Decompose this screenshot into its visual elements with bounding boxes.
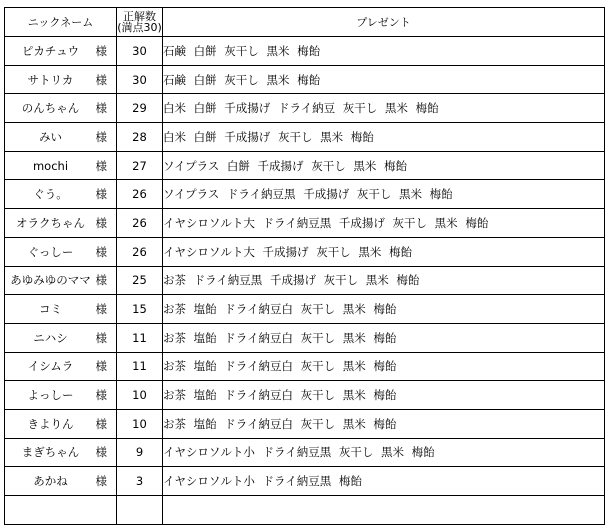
present-cell: イヤシロソルト小 ドライ納豆黒 梅飴 bbox=[163, 467, 605, 496]
table-row bbox=[5, 151, 605, 180]
score-cell: 30 bbox=[117, 65, 163, 94]
nickname-cell bbox=[5, 352, 117, 381]
honorific-text: 様 bbox=[95, 72, 107, 87]
nickname-text: サトリカ bbox=[27, 72, 74, 87]
score-header-line1: 正解数 bbox=[123, 10, 156, 23]
present-cell: お茶 塩飴 ドライ納豆白 灰干し 黒米 梅飴 bbox=[163, 381, 605, 410]
nickname-text: まぎちゃん bbox=[21, 445, 80, 460]
present-cell: 白米 白餅 千成揚げ ドライ納豆 灰干し 黒米 梅飴 bbox=[163, 94, 605, 123]
table-row bbox=[5, 266, 605, 295]
empty-cell bbox=[117, 496, 163, 525]
nickname-cell bbox=[5, 237, 117, 266]
table-row bbox=[5, 467, 605, 496]
score-header-line2: (満点30) bbox=[117, 21, 162, 34]
score-cell: 11 bbox=[117, 323, 163, 352]
score-cell: 11 bbox=[117, 352, 163, 381]
honorific-text: 様 bbox=[95, 388, 107, 403]
nickname-text: あゆみゆのママ bbox=[10, 273, 91, 288]
nickname-header: ニックネーム bbox=[5, 8, 117, 37]
nickname-cell bbox=[5, 295, 117, 324]
nickname-cell bbox=[5, 409, 117, 438]
honorific-text: 様 bbox=[95, 129, 107, 144]
empty-cell bbox=[5, 496, 117, 525]
nickname-text: ぐっしー bbox=[27, 244, 74, 259]
nickname-text: ピカチュウ bbox=[21, 43, 80, 58]
nickname-text: mochi bbox=[32, 158, 69, 173]
table-row bbox=[5, 381, 605, 410]
score-cell: 26 bbox=[117, 209, 163, 238]
table-row bbox=[5, 323, 605, 352]
present-cell: 石鹸 白餅 灰干し 黒米 梅飴 bbox=[163, 37, 605, 66]
nickname-text: よっしー bbox=[27, 388, 74, 403]
honorific-text: 様 bbox=[95, 101, 107, 116]
table-row bbox=[5, 295, 605, 324]
present-cell: 石鹸 白餅 灰干し 黒米 梅飴 bbox=[163, 65, 605, 94]
table-row bbox=[5, 209, 605, 238]
present-cell: ソイプラス 白餅 千成揚げ 灰干し 黒米 梅飴 bbox=[163, 151, 605, 180]
nickname-text: のんちゃん bbox=[21, 101, 80, 116]
score-cell: 10 bbox=[117, 381, 163, 410]
honorific-text: 様 bbox=[95, 359, 107, 374]
score-header bbox=[117, 8, 163, 37]
score-cell: 30 bbox=[117, 37, 163, 66]
score-cell: 26 bbox=[117, 237, 163, 266]
nickname-cell bbox=[5, 65, 117, 94]
present-cell: お茶 塩飴 ドライ納豆白 灰干し 黒米 梅飴 bbox=[163, 295, 605, 324]
honorific-text: 様 bbox=[95, 474, 107, 489]
score-cell: 28 bbox=[117, 123, 163, 152]
present-header: プレゼント bbox=[163, 8, 605, 37]
honorific-text: 様 bbox=[95, 416, 107, 431]
score-cell: 9 bbox=[117, 438, 163, 467]
nickname-cell bbox=[5, 438, 117, 467]
score-cell: 29 bbox=[117, 94, 163, 123]
nickname-cell bbox=[5, 467, 117, 496]
score-cell: 27 bbox=[117, 151, 163, 180]
table-row bbox=[5, 237, 605, 266]
table-row bbox=[5, 94, 605, 123]
score-cell: 3 bbox=[117, 467, 163, 496]
header-row bbox=[5, 8, 605, 37]
table-row bbox=[5, 438, 605, 467]
present-cell: 白米 白餅 千成揚げ 灰干し 黒米 梅飴 bbox=[163, 123, 605, 152]
honorific-text: 様 bbox=[95, 244, 107, 259]
nickname-cell bbox=[5, 266, 117, 295]
nickname-text: イシムラ bbox=[27, 359, 74, 374]
nickname-cell bbox=[5, 180, 117, 209]
table-row bbox=[5, 180, 605, 209]
nickname-text: ニハシ bbox=[33, 330, 68, 345]
present-cell: イヤシロソルト大 千成揚げ 灰干し 黒米 梅飴 bbox=[163, 237, 605, 266]
nickname-text: コミ bbox=[39, 302, 62, 317]
table-row-empty bbox=[5, 496, 605, 525]
table-row bbox=[5, 123, 605, 152]
honorific-text: 様 bbox=[95, 445, 107, 460]
present-cell: ソイプラス ドライ納豆黒 千成揚げ 灰干し 黒米 梅飴 bbox=[163, 180, 605, 209]
table-body bbox=[5, 37, 605, 525]
score-cell: 25 bbox=[117, 266, 163, 295]
nickname-cell bbox=[5, 209, 117, 238]
nickname-cell bbox=[5, 37, 117, 66]
table-row bbox=[5, 37, 605, 66]
present-cell: イヤシロソルト大 ドライ納豆黒 千成揚げ 灰干し 黒米 梅飴 bbox=[163, 209, 605, 238]
nickname-text: ぐう。 bbox=[33, 187, 68, 202]
present-cell: お茶 塩飴 ドライ納豆白 灰干し 黒米 梅飴 bbox=[163, 323, 605, 352]
present-results-table bbox=[4, 7, 605, 525]
nickname-cell bbox=[5, 151, 117, 180]
score-cell: 26 bbox=[117, 180, 163, 209]
honorific-text: 様 bbox=[95, 273, 107, 288]
score-cell: 10 bbox=[117, 409, 163, 438]
present-cell: お茶 塩飴 ドライ納豆白 灰干し 黒米 梅飴 bbox=[163, 409, 605, 438]
table-row bbox=[5, 65, 605, 94]
present-cell: イヤシロソルト小 ドライ納豆黒 灰干し 黒米 梅飴 bbox=[163, 438, 605, 467]
honorific-text: 様 bbox=[95, 187, 107, 202]
nickname-cell bbox=[5, 381, 117, 410]
honorific-text: 様 bbox=[95, 302, 107, 317]
nickname-cell bbox=[5, 323, 117, 352]
nickname-cell bbox=[5, 123, 117, 152]
honorific-text: 様 bbox=[95, 215, 107, 230]
nickname-cell bbox=[5, 94, 117, 123]
present-cell: お茶 ドライ納豆黒 千成揚げ 灰干し 黒米 梅飴 bbox=[163, 266, 605, 295]
table-row bbox=[5, 352, 605, 381]
score-cell: 15 bbox=[117, 295, 163, 324]
present-cell: お茶 塩飴 ドライ納豆白 灰干し 黒米 梅飴 bbox=[163, 352, 605, 381]
nickname-text: きよりん bbox=[27, 416, 74, 431]
nickname-text: オラクちゃん bbox=[16, 215, 85, 230]
honorific-text: 様 bbox=[95, 330, 107, 345]
empty-cell bbox=[163, 496, 605, 525]
nickname-text: あかね bbox=[33, 474, 68, 489]
table-row bbox=[5, 409, 605, 438]
nickname-text: みい bbox=[39, 129, 62, 144]
honorific-text: 様 bbox=[95, 43, 107, 58]
honorific-text: 様 bbox=[95, 158, 107, 173]
